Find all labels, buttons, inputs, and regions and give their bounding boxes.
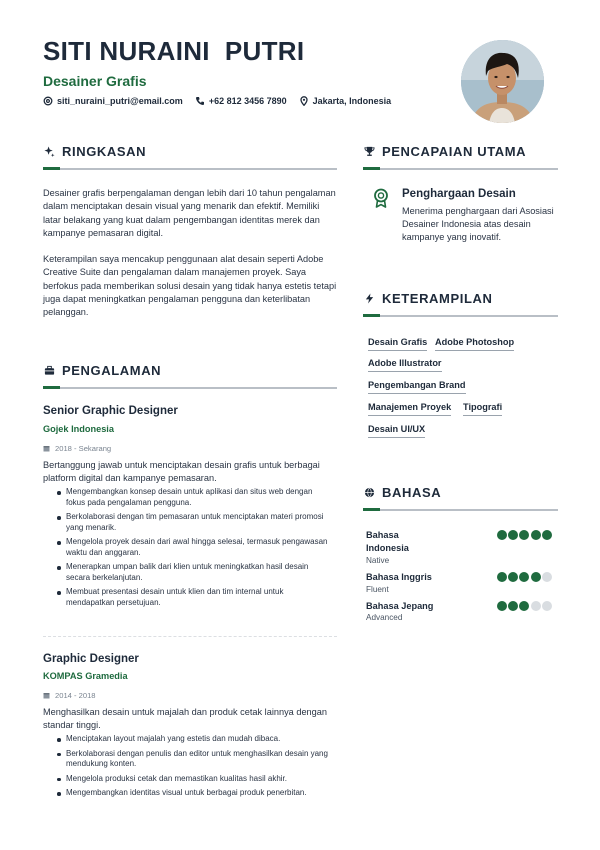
- calendar-icon: [43, 692, 50, 699]
- rating-dot-filled: [519, 572, 529, 582]
- summary-section-heading: [43, 144, 337, 176]
- candidate-name: SITI NURAINI PUTRI: [43, 36, 305, 66]
- skill-tag: Adobe Illustrator: [368, 358, 442, 372]
- rating-dot-empty: [542, 601, 552, 611]
- language-rating: [497, 572, 553, 582]
- rating-dot-filled: [519, 530, 529, 540]
- achievements-section-heading: [363, 144, 558, 176]
- lightning-icon: [363, 293, 375, 305]
- language-name: Bahasa Inggris: [366, 572, 432, 582]
- section-divider: [43, 387, 337, 389]
- job-bullets: [57, 734, 329, 803]
- job-dates-text: 2018 - Sekarang: [55, 444, 112, 453]
- map-pin-icon: [299, 96, 309, 106]
- skill-tag: Pengembangan Brand: [368, 380, 466, 394]
- calendar-icon: [43, 445, 50, 452]
- contact-email[interactable]: [43, 96, 183, 106]
- trophy-icon: [363, 146, 375, 158]
- skills-heading-text: KETERAMPILAN: [382, 291, 493, 306]
- job-title: Senior Graphic Designer: [43, 405, 178, 417]
- rating-dot-empty: [542, 572, 552, 582]
- job-dates: [43, 691, 96, 700]
- rating-dot-filled: [497, 601, 507, 611]
- candidate-role: Desainer Grafis: [43, 73, 147, 89]
- skills-section-heading: [363, 291, 558, 323]
- skill-tag: Manajemen Proyek: [368, 402, 451, 416]
- languages-heading-text: BAHASA: [382, 485, 442, 500]
- phone-icon: [195, 96, 205, 106]
- company-name: KOMPAS Gramedia: [43, 671, 128, 681]
- skill-tag: Tipografi: [463, 402, 502, 416]
- rating-dot-filled: [497, 572, 507, 582]
- achievement-description: Menerima penghargaan dari Asosiasi Desainer Indonesia atas desain kampanye yang inovatif.: [402, 206, 554, 243]
- rating-dot-filled: [531, 572, 541, 582]
- language-rating: [497, 530, 553, 540]
- list-item: Berkolaborasi dengan penulis dan editor untuk menghasilkan desain yang mendukung konten.: [57, 749, 329, 770]
- rating-dot-filled: [542, 530, 552, 540]
- briefcase-icon: [43, 365, 55, 377]
- company-name: Gojek Indonesia: [43, 424, 114, 434]
- achievements-heading-text: PENCAPAIAN UTAMA: [382, 144, 527, 159]
- list-item: Menerapkan umpan balik dari klien untuk meningkatkan hasil desain secara berkelanjutan.: [57, 562, 329, 583]
- rating-dot-filled: [508, 572, 518, 582]
- job-description: Bertanggung jawab untuk menciptakan desain grafis untuk berbagai platform digital dan kampanye pemasaran.: [43, 460, 320, 483]
- section-divider: [363, 168, 558, 170]
- section-divider: [43, 168, 337, 170]
- rating-dot-filled: [508, 601, 518, 611]
- summary-heading-text: RINGKASAN: [62, 144, 147, 159]
- list-item: Berkolaborasi dengan tim pemasaran untuk menciptakan materi promosi yang menarik.: [57, 512, 329, 533]
- sparkle-icon: [43, 146, 55, 158]
- job-dates: [43, 444, 111, 453]
- email-text: siti_nuraini_putri@email.com: [57, 96, 183, 106]
- language-rating: [497, 601, 553, 611]
- job-separator: [43, 636, 337, 637]
- award-icon: [372, 188, 390, 208]
- rating-dot-filled: [497, 530, 507, 540]
- phone-text: +62 812 3456 7890: [208, 96, 287, 106]
- list-item: Membuat presentasi desain untuk klien dan tim internal untuk mendapatkan persetujuan.: [57, 587, 329, 608]
- rating-dot-filled: [531, 530, 541, 540]
- job-title: Graphic Designer: [43, 653, 139, 665]
- list-item: Menciptakan layout majalah yang estetis dan mudah dibaca.: [57, 734, 329, 745]
- globe-icon: [363, 487, 375, 499]
- language-name: Bahasa Jepang: [366, 601, 434, 611]
- list-item: Mengelola produksi cetak dan memastikan kualitas hasil akhir.: [57, 774, 329, 785]
- section-divider: [363, 315, 558, 317]
- contact-bar: [43, 95, 403, 107]
- experience-section-heading: [43, 363, 337, 395]
- achievement-title: Penghargaan Desain: [402, 188, 516, 200]
- experience-heading-text: PENGALAMAN: [62, 363, 162, 378]
- rating-dot-filled: [519, 601, 529, 611]
- job-bullets: [57, 487, 329, 612]
- summary-paragraph-2: Keterampilan saya mencakup penggunaan alat desain seperti Adobe Creative Suite dan pengalaman dalam manajemen proyek. Saya berfokus pada memberikan solusi desain yang tidak hanya estetis tetapi juga dapat meningkatkan pengalaman pengguna dan keterlibatan pelanggan.: [43, 254, 337, 318]
- rating-dot-filled: [508, 530, 518, 540]
- list-item: Mengembangkan identitas visual untuk berbagai produk penerbitan.: [57, 788, 329, 799]
- language-name: Bahasa Indonesia: [366, 530, 409, 553]
- contact-location: [299, 96, 392, 106]
- job-dates-text: 2014 - 2018: [55, 691, 96, 700]
- section-divider: [363, 509, 558, 511]
- language-level: Fluent: [366, 585, 389, 594]
- skill-tag: Desain Grafis: [368, 337, 427, 351]
- language-level: Native: [366, 556, 390, 565]
- location-text: Jakarta, Indonesia: [312, 96, 392, 106]
- list-item: Mengelola proyek desain dari awal hingga selesai, termasuk pengawasan waktu dan anggaran.: [57, 537, 329, 558]
- contact-phone[interactable]: [195, 96, 287, 106]
- skill-tag: Adobe Photoshop: [435, 337, 514, 351]
- rating-dot-empty: [531, 601, 541, 611]
- avatar: [461, 40, 544, 123]
- language-level: Advanced: [366, 613, 403, 622]
- job-description: Menghasilkan desain untuk majalah dan produk cetak lainnya dengan standar tinggi.: [43, 707, 327, 730]
- languages-section-heading: [363, 485, 558, 517]
- skill-tag: Desain UI/UX: [368, 424, 425, 438]
- list-item: Mengembangkan konsep desain untuk aplikasi dan situs web dengan fokus pada pengalaman pengguna.: [57, 487, 329, 508]
- summary-paragraph-1: Desainer grafis berpengalaman dengan lebih dari 10 tahun pengalaman dalam menciptakan desain visual yang menarik dan efektif. Memiliki latar belakang yang kuat dalam pengembangan identitas merek dan kampanye pemasaran digital.: [43, 188, 336, 238]
- portrait-photo-icon: [461, 40, 544, 123]
- at-icon: [43, 96, 53, 106]
